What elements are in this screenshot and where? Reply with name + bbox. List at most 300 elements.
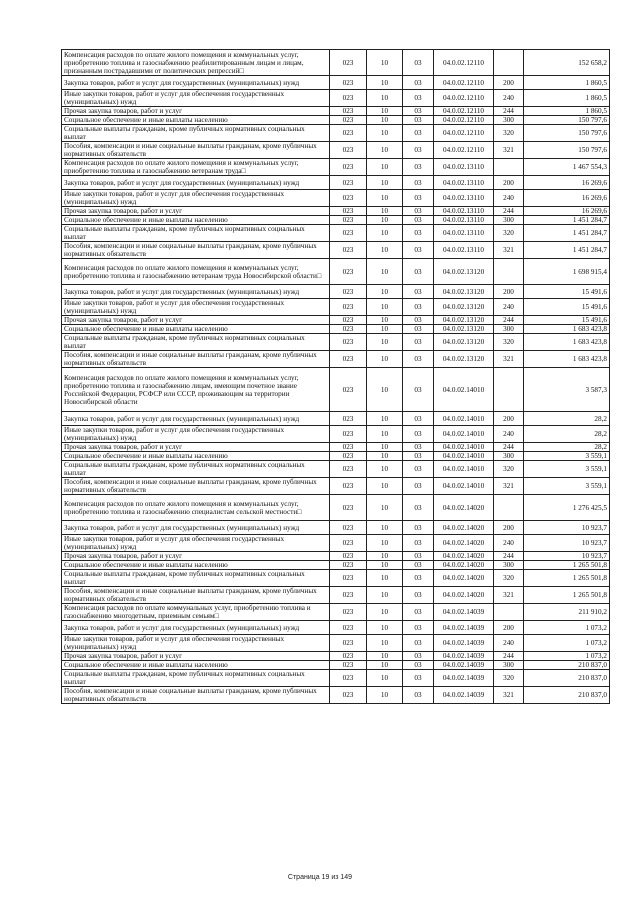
row-description: Социальные выплаты гражданам, кроме публичных нормативных социальных выплат <box>62 670 330 687</box>
row-target-article: 04.0.02.13120 <box>434 299 494 316</box>
row-target-article: 04.0.02.14010 <box>434 368 494 412</box>
row-section-code: 10 <box>367 443 403 452</box>
row-section-code: 10 <box>367 661 403 670</box>
row-description: Иные закупки товаров, работ и услуг для обеспечения государственных (муниципальных) нужд <box>62 635 330 652</box>
row-expense-type: 300 <box>494 661 524 670</box>
row-amount: 15 491,6 <box>524 316 610 325</box>
row-expense-type <box>494 259 524 285</box>
table-row <box>62 76 610 90</box>
table-row <box>62 635 610 652</box>
row-section-code: 10 <box>367 334 403 351</box>
row-target-article: 04.0.02.12110 <box>434 116 494 125</box>
row-description: Социальные выплаты гражданам, кроме публичных нормативных социальных выплат <box>62 225 330 242</box>
table-row <box>62 661 610 670</box>
row-section-code: 10 <box>367 125 403 142</box>
row-section-code: 10 <box>367 90 403 107</box>
row-section-code: 10 <box>367 142 403 159</box>
row-ved-code: 023 <box>330 661 367 670</box>
row-target-article: 04.0.02.14039 <box>434 661 494 670</box>
table-row <box>62 552 610 561</box>
row-amount: 15 491,6 <box>524 285 610 299</box>
row-ved-code: 023 <box>330 142 367 159</box>
row-section-code: 10 <box>367 285 403 299</box>
row-subsection-code: 03 <box>403 142 434 159</box>
row-ved-code: 023 <box>330 670 367 687</box>
row-ved-code: 023 <box>330 621 367 635</box>
table-row <box>62 587 610 604</box>
row-description: Пособия, компенсации и иные социальные выплаты гражданам, кроме публичных нормативных обязательств <box>62 142 330 159</box>
row-subsection-code: 03 <box>403 351 434 368</box>
row-target-article: 04.0.02.13110 <box>434 176 494 190</box>
row-amount: 1 276 425,5 <box>524 495 610 521</box>
table-row <box>62 670 610 687</box>
row-target-article: 04.0.02.13110 <box>434 242 494 259</box>
row-expense-type: 240 <box>494 90 524 107</box>
row-expense-type: 321 <box>494 351 524 368</box>
table-row <box>62 351 610 368</box>
row-subsection-code: 03 <box>403 334 434 351</box>
row-amount: 152 658,2 <box>524 50 610 76</box>
row-section-code: 10 <box>367 478 403 495</box>
table-row <box>62 299 610 316</box>
row-expense-type: 244 <box>494 652 524 661</box>
row-description: Прочая закупка товаров, работ и услуг <box>62 107 330 116</box>
row-target-article: 04.0.02.14020 <box>434 495 494 521</box>
row-description: Компенсация расходов по оплате жилого помещения и коммунальных услуг, приобретению топлива и газоснабжению ветеранам труда□ <box>62 159 330 176</box>
row-description: Социальные выплаты гражданам, кроме публичных нормативных социальных выплат <box>62 334 330 351</box>
row-target-article: 04.0.02.13110 <box>434 207 494 216</box>
row-subsection-code: 03 <box>403 225 434 242</box>
row-description: Пособия, компенсации и иные социальные выплаты гражданам, кроме публичных нормативных обязательств <box>62 587 330 604</box>
row-target-article: 04.0.02.12110 <box>434 76 494 90</box>
row-section-code: 10 <box>367 670 403 687</box>
row-target-article: 04.0.02.12110 <box>434 125 494 142</box>
row-section-code: 10 <box>367 412 403 426</box>
table-row <box>62 412 610 426</box>
row-section-code: 10 <box>367 687 403 704</box>
row-amount: 1 860,5 <box>524 76 610 90</box>
row-subsection-code: 03 <box>403 687 434 704</box>
row-target-article: 04.0.02.13120 <box>434 285 494 299</box>
row-expense-type <box>494 368 524 412</box>
row-subsection-code: 03 <box>403 621 434 635</box>
row-expense-type: 200 <box>494 521 524 535</box>
table-row <box>62 521 610 535</box>
row-ved-code: 023 <box>330 570 367 587</box>
row-ved-code: 023 <box>330 325 367 334</box>
row-expense-type: 300 <box>494 561 524 570</box>
row-description: Социальное обеспечение и иные выплаты населению <box>62 116 330 125</box>
row-amount: 150 797,6 <box>524 116 610 125</box>
row-subsection-code: 03 <box>403 426 434 443</box>
row-description: Пособия, компенсации и иные социальные выплаты гражданам, кроме публичных нормативных обязательств <box>62 687 330 704</box>
row-expense-type: 200 <box>494 176 524 190</box>
row-ved-code: 023 <box>330 368 367 412</box>
row-section-code: 10 <box>367 461 403 478</box>
row-subsection-code: 03 <box>403 452 434 461</box>
row-expense-type: 321 <box>494 242 524 259</box>
row-description: Социальное обеспечение и иные выплаты населению <box>62 661 330 670</box>
table-row <box>62 535 610 552</box>
table-row <box>62 159 610 176</box>
row-expense-type <box>494 604 524 621</box>
row-expense-type: 300 <box>494 325 524 334</box>
row-ved-code: 023 <box>330 652 367 661</box>
table-row <box>62 242 610 259</box>
row-amount: 10 923,7 <box>524 552 610 561</box>
row-ved-code: 023 <box>330 461 367 478</box>
row-description: Иные закупки товаров, работ и услуг для обеспечения государственных (муниципальных) нужд <box>62 90 330 107</box>
table-row <box>62 621 610 635</box>
row-subsection-code: 03 <box>403 587 434 604</box>
table-row <box>62 316 610 325</box>
table-row <box>62 478 610 495</box>
row-target-article: 04.0.02.13110 <box>434 159 494 176</box>
row-amount: 3 559,1 <box>524 452 610 461</box>
row-amount: 150 797,6 <box>524 125 610 142</box>
table-row <box>62 142 610 159</box>
row-subsection-code: 03 <box>403 50 434 76</box>
row-ved-code: 023 <box>330 561 367 570</box>
row-target-article: 04.0.02.13110 <box>434 225 494 242</box>
row-description: Закупка товаров, работ и услуг для государственных (муниципальных) нужд <box>62 521 330 535</box>
row-ved-code: 023 <box>330 334 367 351</box>
row-subsection-code: 03 <box>403 125 434 142</box>
row-section-code: 10 <box>367 604 403 621</box>
table-row <box>62 176 610 190</box>
row-subsection-code: 03 <box>403 325 434 334</box>
row-amount: 211 910,2 <box>524 604 610 621</box>
row-section-code: 10 <box>367 561 403 570</box>
table-row <box>62 225 610 242</box>
row-expense-type <box>494 50 524 76</box>
row-ved-code: 023 <box>330 242 367 259</box>
row-description: Пособия, компенсации и иные социальные выплаты гражданам, кроме публичных нормативных обязательств <box>62 478 330 495</box>
row-subsection-code: 03 <box>403 535 434 552</box>
row-section-code: 10 <box>367 587 403 604</box>
table-row <box>62 570 610 587</box>
row-subsection-code: 03 <box>403 299 434 316</box>
row-section-code: 10 <box>367 552 403 561</box>
table-row <box>62 285 610 299</box>
row-expense-type: 200 <box>494 412 524 426</box>
row-section-code: 10 <box>367 521 403 535</box>
row-ved-code: 023 <box>330 116 367 125</box>
row-amount: 1 265 501,8 <box>524 561 610 570</box>
row-description: Закупка товаров, работ и услуг для государственных (муниципальных) нужд <box>62 285 330 299</box>
table-row <box>62 90 610 107</box>
row-target-article: 04.0.02.14020 <box>434 521 494 535</box>
row-ved-code: 023 <box>330 587 367 604</box>
row-ved-code: 023 <box>330 552 367 561</box>
table-row <box>62 216 610 225</box>
row-expense-type: 320 <box>494 461 524 478</box>
row-expense-type: 320 <box>494 334 524 351</box>
row-target-article: 04.0.02.13110 <box>434 190 494 207</box>
row-subsection-code: 03 <box>403 552 434 561</box>
row-expense-type: 244 <box>494 207 524 216</box>
row-target-article: 04.0.02.12110 <box>434 142 494 159</box>
row-ved-code: 023 <box>330 125 367 142</box>
row-expense-type: 200 <box>494 285 524 299</box>
row-target-article: 04.0.02.12110 <box>434 107 494 116</box>
table-row <box>62 495 610 521</box>
row-subsection-code: 03 <box>403 521 434 535</box>
row-description: Пособия, компенсации и иные социальные выплаты гражданам, кроме публичных нормативных обязательств <box>62 351 330 368</box>
row-amount: 1 860,5 <box>524 107 610 116</box>
row-ved-code: 023 <box>330 316 367 325</box>
row-amount: 1 451 284,7 <box>524 242 610 259</box>
row-amount: 1 467 554,3 <box>524 159 610 176</box>
row-expense-type <box>494 159 524 176</box>
row-subsection-code: 03 <box>403 216 434 225</box>
table-row <box>62 334 610 351</box>
row-description: Закупка товаров, работ и услуг для государственных (муниципальных) нужд <box>62 621 330 635</box>
row-amount: 15 491,6 <box>524 299 610 316</box>
row-expense-type: 300 <box>494 216 524 225</box>
row-section-code: 10 <box>367 207 403 216</box>
row-amount: 16 269,6 <box>524 176 610 190</box>
row-amount: 1 683 423,8 <box>524 325 610 334</box>
row-amount: 1 683 423,8 <box>524 334 610 351</box>
row-amount: 1 698 915,4 <box>524 259 610 285</box>
row-subsection-code: 03 <box>403 461 434 478</box>
row-section-code: 10 <box>367 242 403 259</box>
row-description: Социальное обеспечение и иные выплаты населению <box>62 325 330 334</box>
row-description: Прочая закупка товаров, работ и услуг <box>62 652 330 661</box>
page-number: Страница 19 из 149 <box>287 874 353 881</box>
table-row <box>62 190 610 207</box>
row-description: Компенсация расходов по оплате жилого помещения и коммунальных услуг, приобретению топлива и газоснабжению ветеранам труда Новосибирской области□ <box>62 259 330 285</box>
row-expense-type: 300 <box>494 452 524 461</box>
row-amount: 28,2 <box>524 412 610 426</box>
row-expense-type: 240 <box>494 535 524 552</box>
table-row <box>62 426 610 443</box>
row-subsection-code: 03 <box>403 495 434 521</box>
table-row <box>62 461 610 478</box>
row-target-article: 04.0.02.13120 <box>434 351 494 368</box>
row-section-code: 10 <box>367 495 403 521</box>
row-section-code: 10 <box>367 76 403 90</box>
row-description: Прочая закупка товаров, работ и услуг <box>62 316 330 325</box>
row-section-code: 10 <box>367 368 403 412</box>
table-row <box>62 452 610 461</box>
row-expense-type: 240 <box>494 426 524 443</box>
row-section-code: 10 <box>367 635 403 652</box>
row-amount: 150 797,6 <box>524 142 610 159</box>
row-ved-code: 023 <box>330 478 367 495</box>
row-subsection-code: 03 <box>403 478 434 495</box>
row-section-code: 10 <box>367 190 403 207</box>
row-section-code: 10 <box>367 216 403 225</box>
row-subsection-code: 03 <box>403 604 434 621</box>
row-target-article: 04.0.02.13110 <box>434 216 494 225</box>
row-ved-code: 023 <box>330 351 367 368</box>
row-section-code: 10 <box>367 316 403 325</box>
row-subsection-code: 03 <box>403 316 434 325</box>
row-amount: 1 073,2 <box>524 635 610 652</box>
row-amount: 1 265 501,8 <box>524 570 610 587</box>
row-expense-type: 321 <box>494 587 524 604</box>
row-expense-type: 244 <box>494 316 524 325</box>
row-section-code: 10 <box>367 426 403 443</box>
row-target-article: 04.0.02.14039 <box>434 635 494 652</box>
row-description: Иные закупки товаров, работ и услуг для обеспечения государственных (муниципальных) нужд <box>62 426 330 443</box>
row-subsection-code: 03 <box>403 259 434 285</box>
row-description: Закупка товаров, работ и услуг для государственных (муниципальных) нужд <box>62 176 330 190</box>
row-target-article: 04.0.02.14039 <box>434 670 494 687</box>
row-subsection-code: 03 <box>403 159 434 176</box>
row-ved-code: 023 <box>330 604 367 621</box>
row-description: Прочая закупка товаров, работ и услуг <box>62 207 330 216</box>
row-subsection-code: 03 <box>403 635 434 652</box>
row-ved-code: 023 <box>330 687 367 704</box>
row-amount: 1 451 284,7 <box>524 225 610 242</box>
row-section-code: 10 <box>367 299 403 316</box>
row-ved-code: 023 <box>330 443 367 452</box>
row-description: Социальное обеспечение и иные выплаты населению <box>62 216 330 225</box>
row-description: Прочая закупка товаров, работ и услуг <box>62 552 330 561</box>
row-target-article: 04.0.02.14020 <box>434 535 494 552</box>
row-amount: 210 837,0 <box>524 670 610 687</box>
row-expense-type: 320 <box>494 125 524 142</box>
row-description: Иные закупки товаров, работ и услуг для обеспечения государственных (муниципальных) нужд <box>62 535 330 552</box>
row-target-article: 04.0.02.13120 <box>434 259 494 285</box>
row-section-code: 10 <box>367 452 403 461</box>
row-subsection-code: 03 <box>403 285 434 299</box>
row-description: Социальное обеспечение и иные выплаты населению <box>62 561 330 570</box>
row-target-article: 04.0.02.14010 <box>434 426 494 443</box>
row-amount: 3 559,1 <box>524 478 610 495</box>
row-ved-code: 023 <box>330 50 367 76</box>
row-subsection-code: 03 <box>403 652 434 661</box>
table-row <box>62 604 610 621</box>
row-ved-code: 023 <box>330 259 367 285</box>
row-target-article: 04.0.02.14020 <box>434 552 494 561</box>
row-section-code: 10 <box>367 259 403 285</box>
row-target-article: 04.0.02.14010 <box>434 452 494 461</box>
row-description: Социальные выплаты гражданам, кроме публичных нормативных социальных выплат <box>62 570 330 587</box>
table-row <box>62 325 610 334</box>
row-amount: 1 860,5 <box>524 90 610 107</box>
row-description: Компенсация расходов по оплате жилого помещения и коммунальных услуг, приобретению топлива и газоснабжению реабилитированным лицам и лицам, признанным пострадавшими от политических репрессий□ <box>62 50 330 76</box>
row-expense-type: 320 <box>494 570 524 587</box>
row-expense-type: 244 <box>494 107 524 116</box>
row-subsection-code: 03 <box>403 90 434 107</box>
row-target-article: 04.0.02.14020 <box>434 561 494 570</box>
row-description: Закупка товаров, работ и услуг для государственных (муниципальных) нужд <box>62 412 330 426</box>
row-ved-code: 023 <box>330 176 367 190</box>
row-amount: 16 269,6 <box>524 207 610 216</box>
row-amount: 1 683 423,8 <box>524 351 610 368</box>
row-expense-type <box>494 495 524 521</box>
row-expense-type: 320 <box>494 225 524 242</box>
row-ved-code: 023 <box>330 452 367 461</box>
row-description: Прочая закупка товаров, работ и услуг <box>62 443 330 452</box>
table-row <box>62 443 610 452</box>
row-ved-code: 023 <box>330 635 367 652</box>
table-row <box>62 125 610 142</box>
row-section-code: 10 <box>367 652 403 661</box>
row-ved-code: 023 <box>330 159 367 176</box>
row-description: Пособия, компенсации и иные социальные выплаты гражданам, кроме публичных нормативных обязательств <box>62 242 330 259</box>
row-target-article: 04.0.02.12110 <box>434 50 494 76</box>
row-target-article: 04.0.02.13120 <box>434 334 494 351</box>
row-amount: 1 265 501,8 <box>524 587 610 604</box>
row-section-code: 10 <box>367 351 403 368</box>
row-amount: 1 073,2 <box>524 621 610 635</box>
row-description: Социальные выплаты гражданам, кроме публичных нормативных социальных выплат <box>62 125 330 142</box>
row-subsection-code: 03 <box>403 76 434 90</box>
row-expense-type: 321 <box>494 687 524 704</box>
row-amount: 16 269,6 <box>524 190 610 207</box>
row-target-article: 04.0.02.14039 <box>434 687 494 704</box>
row-ved-code: 023 <box>330 216 367 225</box>
row-amount: 28,2 <box>524 426 610 443</box>
row-expense-type: 300 <box>494 116 524 125</box>
row-expense-type: 244 <box>494 552 524 561</box>
row-amount: 10 923,7 <box>524 521 610 535</box>
row-section-code: 10 <box>367 116 403 125</box>
row-target-article: 04.0.02.13120 <box>434 316 494 325</box>
row-section-code: 10 <box>367 50 403 76</box>
row-section-code: 10 <box>367 225 403 242</box>
row-amount: 3 587,3 <box>524 368 610 412</box>
row-subsection-code: 03 <box>403 443 434 452</box>
row-section-code: 10 <box>367 159 403 176</box>
row-target-article: 04.0.02.14010 <box>434 461 494 478</box>
row-ved-code: 023 <box>330 521 367 535</box>
row-subsection-code: 03 <box>403 176 434 190</box>
row-target-article: 04.0.02.14010 <box>434 412 494 426</box>
row-ved-code: 023 <box>330 76 367 90</box>
row-subsection-code: 03 <box>403 116 434 125</box>
row-section-code: 10 <box>367 570 403 587</box>
row-subsection-code: 03 <box>403 190 434 207</box>
row-subsection-code: 03 <box>403 412 434 426</box>
row-ved-code: 023 <box>330 299 367 316</box>
row-ved-code: 023 <box>330 495 367 521</box>
table-row <box>62 50 610 76</box>
table-row <box>62 116 610 125</box>
table-row <box>62 652 610 661</box>
row-description: Компенсация расходов по оплате жилого помещения и коммунальных услуг, приобретению топлива и газоснабжению лицам, имеющим почетное звание Российской Федерации, РСФСР или СССР, проживающим на территории Новосибирской области <box>62 368 330 412</box>
row-expense-type: 240 <box>494 190 524 207</box>
row-amount: 210 837,0 <box>524 661 610 670</box>
table-row <box>62 207 610 216</box>
row-expense-type: 240 <box>494 635 524 652</box>
row-description: Иные закупки товаров, работ и услуг для обеспечения государственных (муниципальных) нужд <box>62 190 330 207</box>
row-expense-type: 200 <box>494 621 524 635</box>
row-section-code: 10 <box>367 176 403 190</box>
budget-table <box>61 49 610 704</box>
row-expense-type: 321 <box>494 142 524 159</box>
row-subsection-code: 03 <box>403 242 434 259</box>
row-subsection-code: 03 <box>403 107 434 116</box>
table-row <box>62 561 610 570</box>
row-subsection-code: 03 <box>403 661 434 670</box>
table-row <box>62 368 610 412</box>
row-amount: 1 073,2 <box>524 652 610 661</box>
row-ved-code: 023 <box>330 535 367 552</box>
row-description: Компенсация расходов по оплате жилого помещения и коммунальных услуг, приобретению топлива и газоснабжению специалистам сельской местности□ <box>62 495 330 521</box>
row-description: Социальное обеспечение и иные выплаты населению <box>62 452 330 461</box>
row-ved-code: 023 <box>330 190 367 207</box>
row-ved-code: 023 <box>330 285 367 299</box>
row-subsection-code: 03 <box>403 368 434 412</box>
row-section-code: 10 <box>367 535 403 552</box>
table-row <box>62 687 610 704</box>
